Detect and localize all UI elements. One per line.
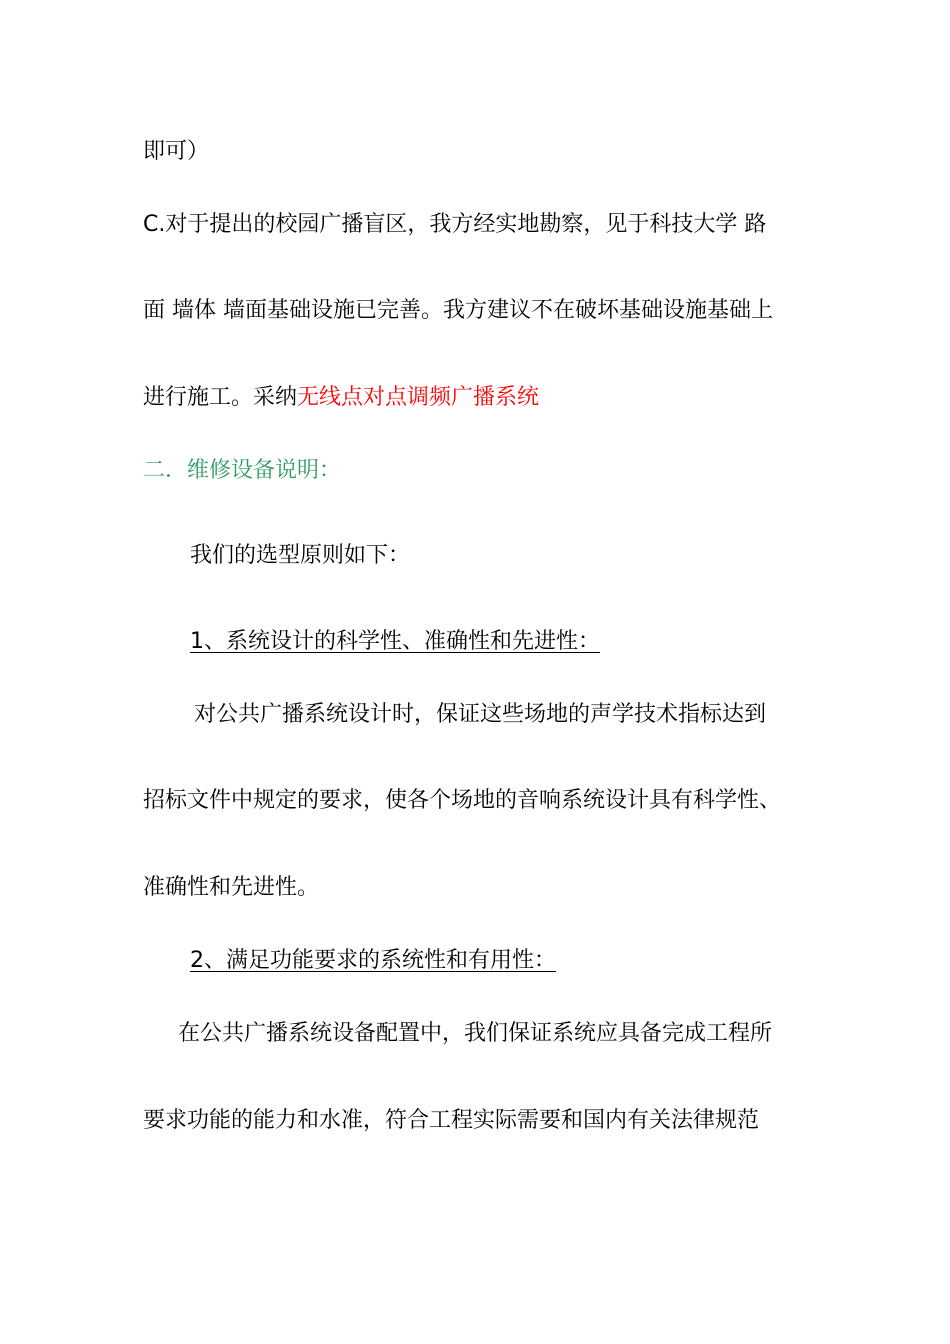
text-line-selection-principle: 我们的选型原则如下： [190, 543, 411, 568]
text-line-3: 面 墙体 墙面基础设施已完善。我方建议不在破坏基础设施基础上 [143, 298, 773, 323]
text-line-1: 即可） [143, 139, 210, 164]
text-line-2: C.对于提出的校园广播盲区，我方经实地勘察，见于科技大学 路 [143, 212, 767, 237]
text-line-4 [143, 383, 539, 413]
text-line-4-black: 进行施工。采纳 [143, 385, 298, 410]
text-line-para2-2: 要求功能的能力和水准，符合工程实际需要和国内有关法律规范 [143, 1108, 760, 1133]
section-heading-maintenance: 二．维修设备说明： [143, 458, 342, 483]
text-line-para2-1: 在公共广播系统设备配置中，我们保证系统应具备完成工程所 [178, 1021, 773, 1046]
red-highlight-text: 无线点对点调频广播系统 [297, 385, 540, 410]
text-line-para1-3: 准确性和先进性。 [143, 875, 320, 900]
text-line-para1-1: 对公共广播系统设计时，保证这些场地的声学技术指标达到 [194, 702, 767, 727]
subheading-2: 2、满足功能要求的系统性和有用性： [190, 948, 556, 973]
text-line-para1-2: 招标文件中规定的要求，使各个场地的音响系统设计具有科学性、 [143, 788, 782, 813]
subheading-1: 1、系统设计的科学性、准确性和先进性： [190, 629, 600, 654]
